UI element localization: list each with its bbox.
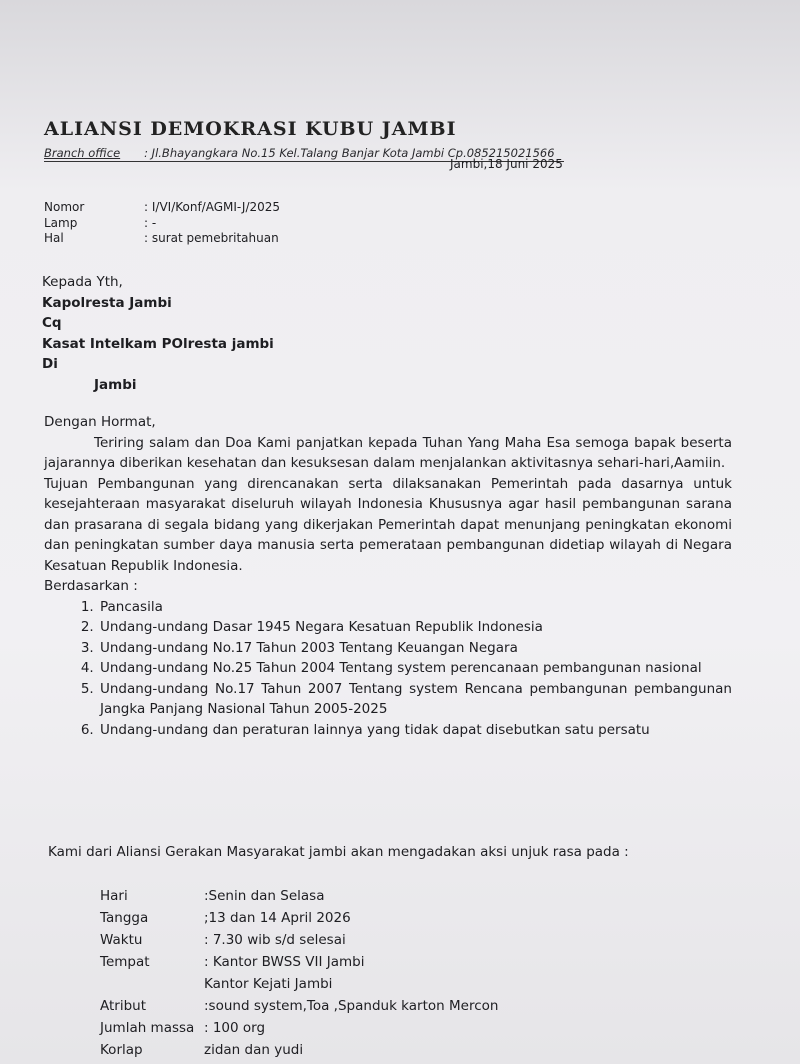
detail-row (100, 973, 498, 995)
basis-list (44, 597, 732, 741)
letter-meta (44, 200, 280, 247)
list-item: 6. Undang-undang dan peraturan lainnya yang tidak dapat disebutkan satu persatu (98, 720, 732, 741)
list-item: 3. Undang-undang No.17 Tahun 2003 Tentang Keuangan Negara (98, 638, 732, 659)
detail-label: Jumlah massa (100, 1020, 195, 1036)
recipient-greeting: Kepada Yth, (42, 274, 123, 290)
detail-label: Tempat (100, 954, 150, 970)
detail-value: : 100 org (204, 1020, 266, 1036)
detail-row (100, 951, 498, 973)
action-intro: Kami dari Aliansi Gerakan Masyarakat jambi akan mengadakan aksi unjuk rasa pada : (48, 844, 629, 860)
detail-label (100, 973, 204, 995)
detail-row (100, 885, 498, 907)
detail-row (100, 1017, 498, 1039)
place-date: Jambi,18 Juni 2025 (450, 157, 563, 171)
meta-label: Nomor (44, 200, 85, 214)
meta-row (44, 200, 280, 216)
detail-value: :sound system,Toa ,Spanduk karton Mercon (204, 998, 499, 1014)
detail-row (100, 929, 498, 951)
detail-value: : Kantor BWSS VII Jambi (204, 954, 365, 970)
detail-label: Atribut (100, 998, 147, 1014)
paragraph: Tujuan Pembangunan yang direncanakan serta dilaksanakan Pemerintah pada dasarnya untuk kesejahteraan masyarakat diseluruh wilayah Indonesia Khususnya agar hasil pembangunan sarana dan prasarana di segala bidang yang dikerjakan Pemerintah dapat menunjang peningkatan ekonomi dan peningkatan sumber daya manusia serta pemerataan pembangunan didetiap wilayah di Negara Kesatuan Republik Indonesia. (44, 475, 732, 574)
recipient-block (42, 272, 274, 395)
list-item: 5. Undang-undang No.17 Tahun 2007 Tentang system Rencana pembangunan pembangunan Jangka Panjang Nasional Tahun 2005-2025 (98, 679, 732, 720)
meta-label: Hal (44, 231, 64, 245)
detail-value: ;13 dan 14 April 2026 (204, 910, 351, 926)
meta-label: Lamp (44, 215, 78, 230)
detail-row (100, 995, 498, 1017)
detail-label: Korlap (100, 1042, 143, 1058)
meta-row (44, 231, 280, 247)
letter-body (44, 412, 732, 740)
basis-heading: Berdasarkan : (44, 578, 138, 594)
action-details (100, 885, 498, 1061)
recipient-line: Kasat Intelkam POlresta jambi (42, 335, 274, 352)
salutation: Dengan Hormat, (44, 414, 156, 430)
detail-value: :Senin dan Selasa (204, 888, 325, 904)
branch-address: : Jl.Bhayangkara No.15 Kel.Talang Banjar Kota Jambi Cp.085215021566 (144, 146, 555, 160)
detail-value: zidan dan yudi (204, 1042, 304, 1058)
meta-row (44, 216, 280, 232)
detail-value: : 7.30 wib s/d selesai (204, 932, 346, 948)
detail-label: Tangga (100, 910, 149, 926)
list-item: 1. Pancasila (98, 597, 732, 618)
meta-value: : surat pemebritahuan (144, 231, 279, 245)
detail-row (100, 907, 498, 929)
list-item: 4. Undang-undang No.25 Tahun 2004 Tentang system perencanaan pembangunan nasional (98, 658, 732, 679)
recipient-line: Kapolresta Jambi (42, 294, 172, 311)
detail-row (100, 1039, 498, 1061)
recipient-city: Jambi (94, 376, 137, 393)
meta-value: : I/VI/Konf/AGMI-J/2025 (144, 200, 281, 214)
meta-value: : - (144, 215, 157, 230)
detail-label: Hari (100, 888, 128, 904)
recipient-line: Di (42, 356, 58, 372)
org-name: ALIANSI DEMOKRASI KUBU JAMBI (44, 118, 457, 140)
detail-label: Waktu (100, 932, 143, 948)
paragraph: Teriring salam dan Doa Kami panjatkan kepada Tuhan Yang Maha Esa semoga bapak beserta jajarannya diberikan kesehatan dan kesuksesan dalam menjalankan aktivitasnya sehari-hari,Aamiin. (44, 434, 732, 471)
branch-label: Branch office (44, 146, 121, 160)
detail-value: Kantor Kejati Jambi (204, 976, 333, 992)
recipient-line: Cq (42, 315, 62, 331)
list-item: 2. Undang-undang Dasar 1945 Negara Kesatuan Republik Indonesia (98, 617, 732, 638)
